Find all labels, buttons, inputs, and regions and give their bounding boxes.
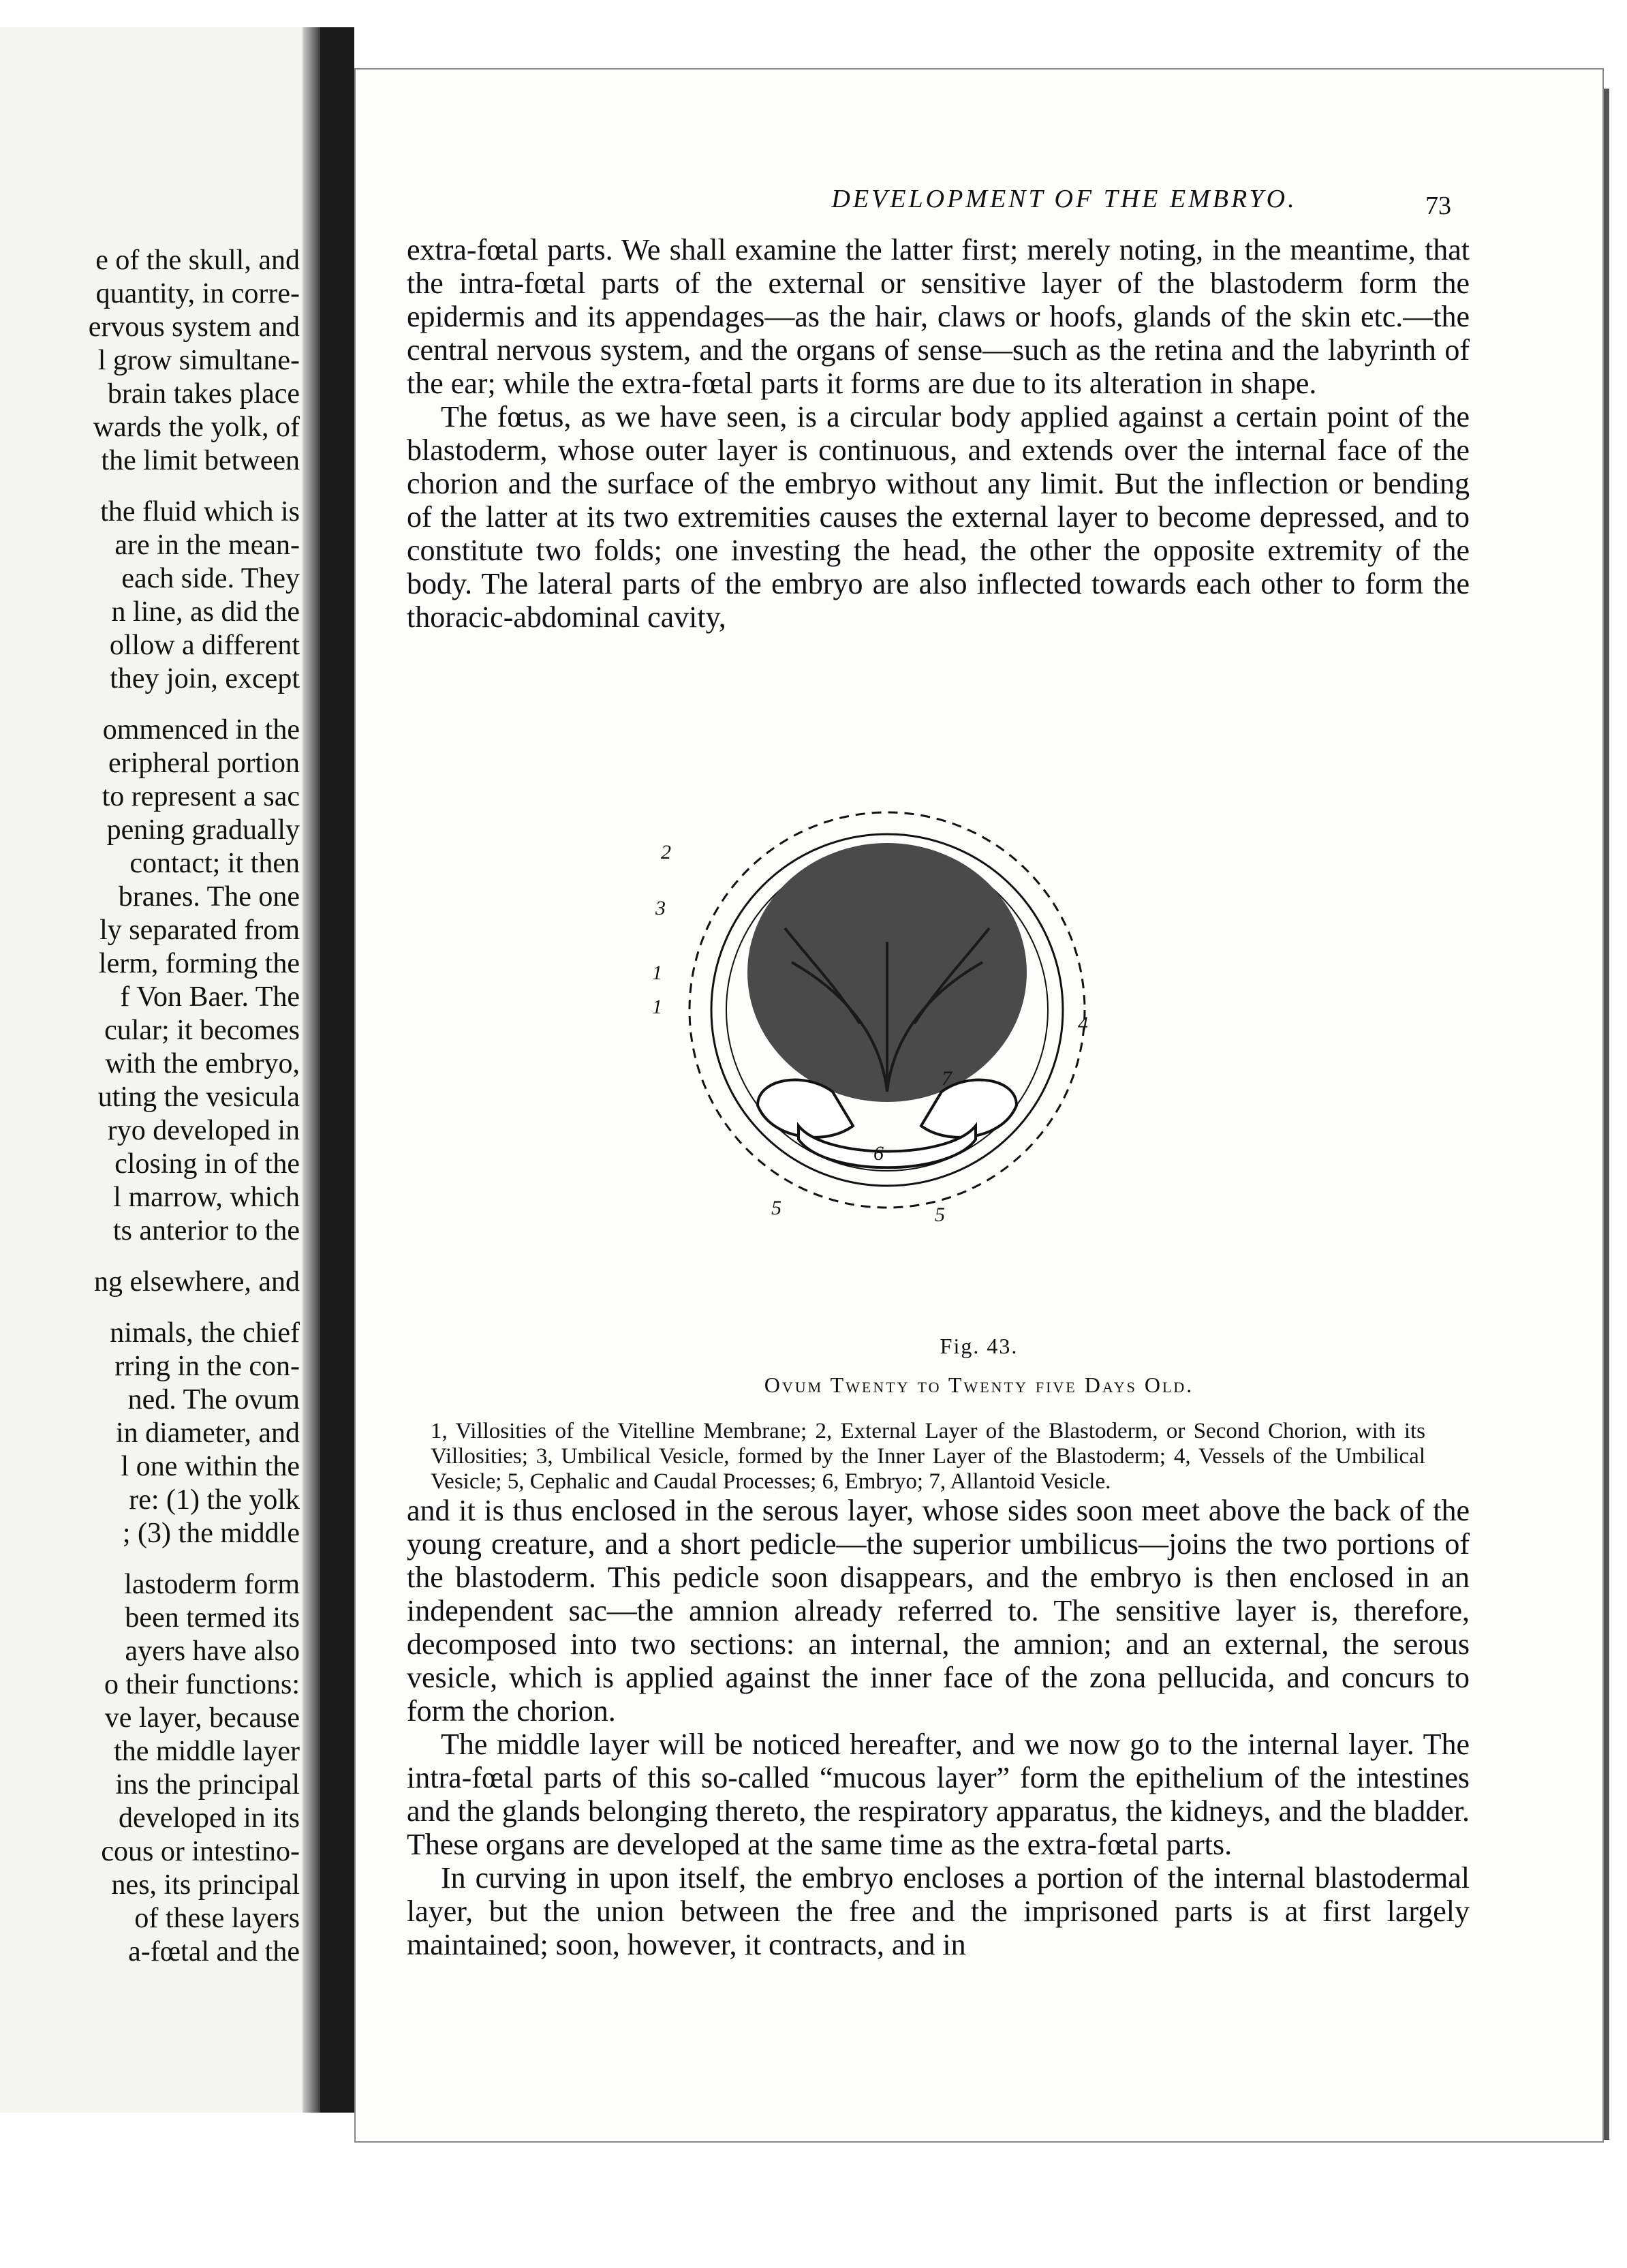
left-page-line: ts anterior to the (112, 1215, 300, 1246)
left-page-line: l grow simultane- (97, 345, 300, 376)
left-page-line: l marrow, which (113, 1182, 300, 1213)
left-page-line: the limit between (101, 445, 300, 476)
left-page-line: ; (3) the middle (122, 1518, 300, 1549)
figure-number: Fig. 43. (940, 1334, 1019, 1358)
left-page-line: ve layer, because (104, 1702, 300, 1734)
left-page-line: they join, except (110, 663, 300, 694)
left-page-line: of these layers (134, 1903, 300, 1934)
left-page-line: lastoderm form (124, 1569, 300, 1600)
left-page-line: ayers have also (125, 1636, 300, 1667)
left-page-line: ommenced in the (102, 714, 300, 746)
ovum-illustration (652, 806, 1119, 1228)
left-page-line: pening gradually (106, 814, 300, 846)
left-page-line: branes. The one (118, 881, 300, 913)
text-block-top (407, 233, 1470, 634)
left-page-line: quantity, in corre- (95, 278, 300, 309)
left-page-line: nes, its principal (111, 1869, 300, 1901)
left-page-line: o their functions: (104, 1669, 300, 1700)
left-page-line: ryo developed in (107, 1115, 300, 1146)
left-page-line: l one within the (121, 1451, 300, 1482)
left-page-line: eripheral portion (108, 748, 300, 779)
figure-caption: 1, Villosities of the Vitelline Membrane; 2, External Layer of the Blastoderm, or Second Chorion, with its Villosities; 3, Umbilical Vesicle, formed by the Inner Layer of the Blastoderm; 4, Vessels of the Umbilical Vesicle; 5, Cephalic and Caudal Processes; 6, Embryo; 7, Allantoid Vesicle. (431, 1419, 1425, 1494)
paragraph-4: The middle layer will be noticed hereafter, and we now go to the internal layer. The intra-fœtal parts of this so-called “mucous layer” form the epithelium of the intestines and the glands belonging thereto, the respiratory apparatus, the kidneys, and the bladder. These organs are developed at the same time as the extra-fœtal parts. (407, 1728, 1470, 1861)
figure-title: Ovum Twenty to Twenty five Days Old. (764, 1373, 1194, 1397)
figure-label-1b: 1 (652, 996, 662, 1018)
paragraph-1: extra-fœtal parts. We shall examine the latter first; merely noting, in the meantime, that the intra-fœtal parts of the external or sensitive layer of the blastoderm form the epidermis and its appendages—as the hair, claws or hoofs, glands of the skin etc.—the central nervous system, and the organs of sense—such as the retina and the labyrinth of the ear; while the extra-fœtal parts it forms are due to its alteration in shape. (407, 233, 1470, 400)
left-page-line: e of the skull, and (95, 245, 300, 276)
left-page-line: ervous system and (88, 311, 300, 343)
left-page-text (0, 244, 300, 1969)
left-page-line: rring in the con- (114, 1351, 300, 1382)
paragraph-2: The fœtus, as we have seen, is a circular body applied against a certain point of the blastoderm, whose outer layer is continuous, and extends over the internal face of the chorion and the surface of the embryo without any limit. But the inflection or bending of the latter at its two extremities causes the external layer to become depressed, and to constitute two folds; one investing the head, the other the opposite extremity of the body. The lateral parts of the embryo are also inflected towards each other to form the thoracic-abdominal cavity, (407, 400, 1470, 634)
book-gutter (320, 27, 354, 2113)
left-page-line: brain takes place (107, 378, 300, 410)
left-page-line: ollow a different (109, 630, 300, 661)
left-page-line: cular; it becomes (104, 1015, 300, 1046)
page-fold-shadow (303, 27, 320, 2113)
figure-label-7: 7 (942, 1067, 952, 1090)
right-page (354, 68, 1604, 2143)
left-page-line: are in the mean- (114, 530, 300, 561)
left-page-line: re: (1) the yolk (129, 1484, 300, 1516)
figure-label-3: 3 (655, 897, 666, 919)
paragraph-3: and it is thus enclosed in the serous layer, whose sides soon meet above the back of the young creature, and a short pedicle—the superior umbilicus—joins the two portions of the blastoderm. This pedicle soon disappears, and the embryo is then enclosed in an independent sac—the amnion already referred to. The sensitive layer is, therefore, decomposed into two sections: an internal, the amnion; and an external, the serous vesicle, which is applied against the inner face of the zona pellucida, and concurs to form the chorion. (407, 1494, 1470, 1728)
left-page-line: developed in its (119, 1803, 300, 1834)
left-page-line: nimals, the chief (110, 1317, 300, 1349)
left-page-line: in diameter, and (115, 1418, 300, 1449)
figure-label-5a: 5 (771, 1197, 781, 1219)
figure-label-2: 2 (661, 841, 671, 863)
left-page-line (0, 1248, 300, 1266)
figure-label-4: 4 (1078, 1013, 1088, 1035)
left-page-line: cous or intestino- (101, 1836, 300, 1867)
left-page (0, 27, 322, 2113)
figure-label-5b: 5 (935, 1204, 945, 1226)
left-page-line: wards the yolk, of (93, 412, 300, 443)
left-page-line: contact; it then (129, 848, 300, 879)
left-page-line: with the embryo, (105, 1048, 300, 1079)
left-page-line (0, 1299, 300, 1317)
paragraph-5: In curving in upon itself, the embryo encloses a portion of the internal blastodermal layer, but the union between the free and the imprisoned parts is at first largely maintained; soon, however, it contracts, and in (407, 1861, 1470, 1961)
left-page-line: uting the vesicula (97, 1082, 300, 1113)
page-number: 73 (1425, 191, 1451, 220)
left-page-line: ly separated from (99, 915, 300, 946)
left-page-line: to represent a sac (102, 781, 300, 812)
left-page-line (0, 696, 300, 714)
left-page-line: been termed its (125, 1602, 300, 1634)
left-page-line (0, 478, 300, 495)
left-page-line: closing in of the (114, 1148, 300, 1180)
left-page-line: the middle layer (114, 1736, 300, 1767)
left-page-line: n line, as did the (111, 596, 300, 628)
left-page-line: a-fœtal and the (128, 1936, 300, 1967)
left-page-line (0, 1550, 300, 1568)
left-page-line: ng elsewhere, and (93, 1266, 300, 1298)
left-page-line: ned. The ovum (127, 1384, 300, 1415)
running-title: DEVELOPMENT OF THE EMBRYO. (831, 185, 1297, 213)
left-page-line: f Von Baer. The (120, 981, 300, 1013)
left-page-line: the fluid which is (100, 496, 300, 527)
left-page-line: each side. They (121, 563, 300, 594)
left-page-line: lerm, forming the (98, 948, 300, 979)
figure-label-1a: 1 (652, 962, 662, 984)
figure-label-6: 6 (873, 1142, 884, 1165)
left-page-line: ins the principal (115, 1769, 300, 1800)
text-block-bottom (407, 1494, 1470, 1961)
